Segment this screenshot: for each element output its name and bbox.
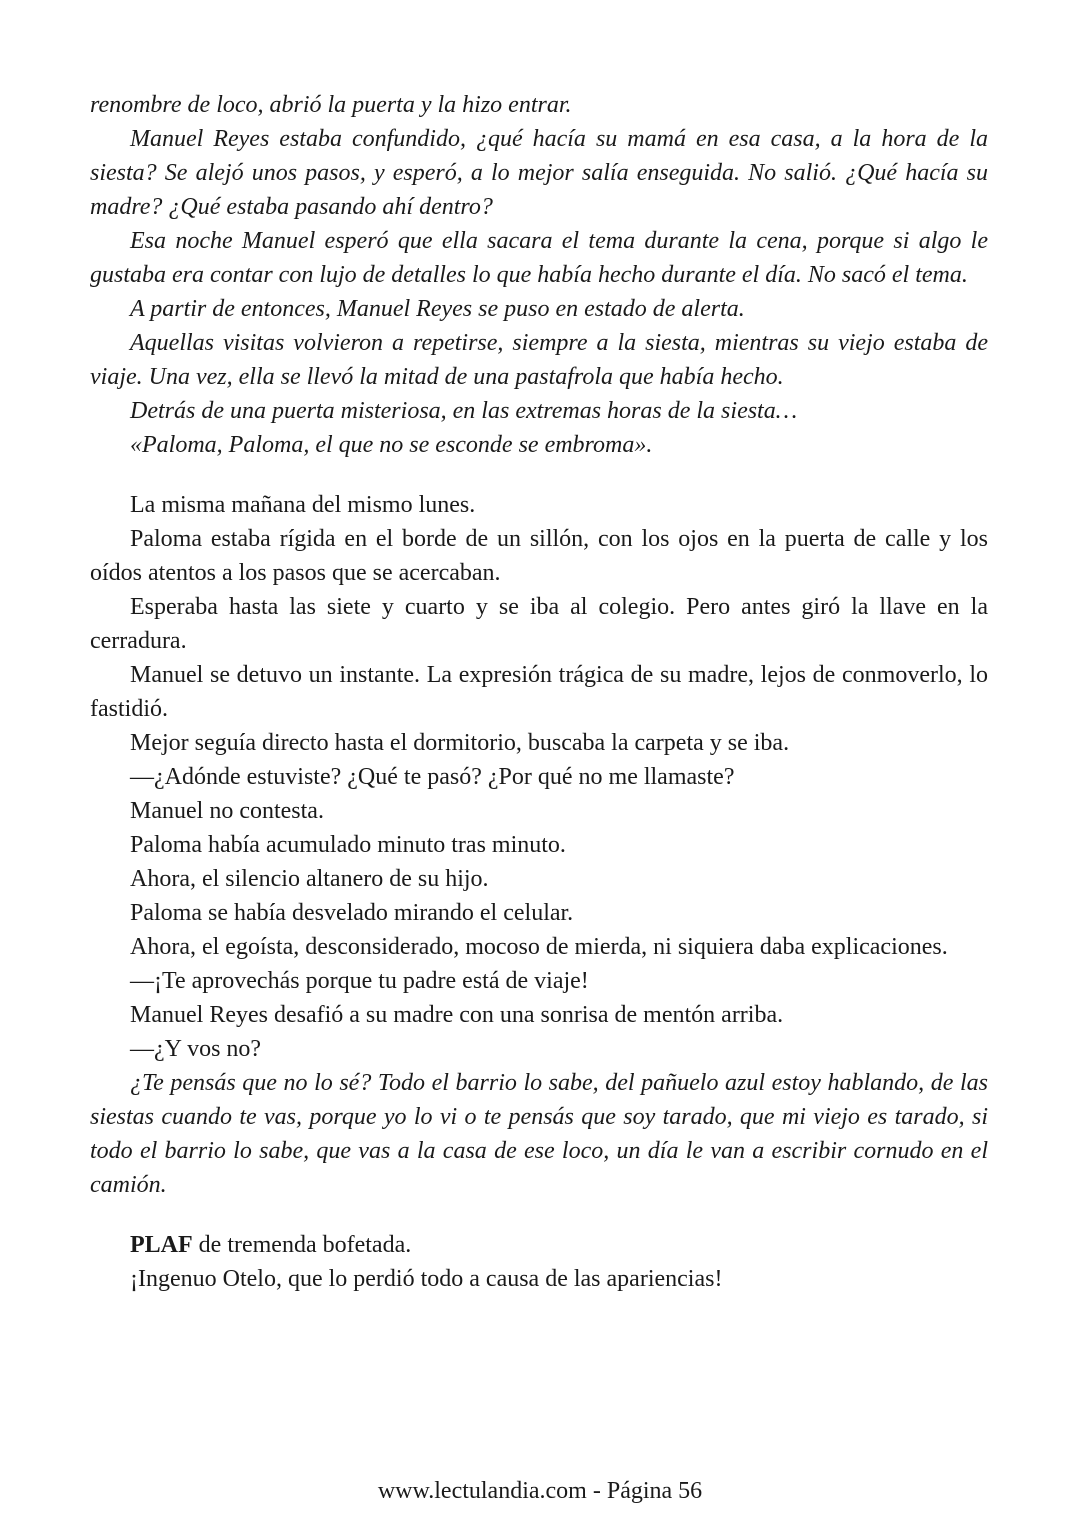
section-break (90, 1202, 988, 1228)
paragraph: A partir de entonces, Manuel Reyes se puso en estado de alerta. (130, 296, 745, 322)
paragraph: Paloma estaba rígida en el borde de un sillón, con los ojos en la puerta de calle y los oídos atentos a los pasos que se acercaban. (90, 526, 988, 586)
paragraph: Ahora, el egoísta, desconsiderado, mocoso de mierda, ni siquiera daba explicaciones. (130, 934, 948, 960)
paragraph: ¡Ingenuo Otelo, que lo perdió todo a causa de las apariencias! (130, 1266, 723, 1292)
page-body (90, 88, 988, 1296)
paragraph: Manuel no contesta. (130, 798, 324, 824)
plaf-paragraph (90, 1228, 988, 1262)
paragraph: Manuel se detuvo un instante. La expresión trágica de su madre, lejos de conmoverlo, lo fastidió. (90, 662, 988, 722)
dialogue-line: —¿Y vos no? (130, 1036, 262, 1062)
plaf-rest: de tremenda bofetada. (192, 1232, 412, 1258)
paragraph: Paloma se había desvelado mirando el celular. (130, 900, 574, 926)
paragraph: Detrás de una puerta misteriosa, en las extremas horas de la siesta… (130, 398, 798, 424)
paragraph: Manuel Reyes desafió a su madre con una sonrisa de mentón arriba. (130, 1002, 784, 1028)
paragraph: Esa noche Manuel esperó que ella sacara el tema durante la cena, porque si algo le gustaba era contar con lujo de detalles lo que había hecho durante el día. No sacó el tema. (90, 228, 988, 288)
section-break (90, 462, 988, 488)
inner-monologue: ¿Te pensás que no lo sé? Todo el barrio lo sabe, del pañuelo azul estoy hablando, de las siestas cuando te vas, porque yo lo vi o te pensás que soy tarado, que mi viejo es tarado, si todo el barrio lo sabe, que vas a la casa de ese loco, un día le van a escribir cornudo en el camión. (90, 1070, 988, 1198)
page-footer: www.lectulandia.com - Página 56 (377, 1478, 703, 1504)
paragraph: Mejor seguía directo hasta el dormitorio, buscaba la carpeta y se iba. (130, 730, 790, 756)
paragraph: renombre de loco, abrió la puerta y la hizo entrar. (90, 92, 572, 118)
paragraph: Paloma había acumulado minuto tras minuto. (130, 832, 566, 858)
paragraph: La misma mañana del mismo lunes. (130, 492, 476, 518)
paragraph: Esperaba hasta las siete y cuarto y se iba al colegio. Pero antes giró la llave en la cerradura. (90, 594, 988, 654)
paragraph: Ahora, el silencio altanero de su hijo. (130, 866, 489, 892)
plaf-word: PLAF (130, 1232, 193, 1258)
paragraph: Manuel Reyes estaba confundido, ¿qué hacía su mamá en esa casa, a la hora de la siesta? Se alejó unos pasos, y esperó, a lo mejor salía enseguida. No salió. ¿Qué hacía su madre? ¿Qué estaba pasando ahí dentro? (90, 126, 988, 220)
dialogue-line: —¡Te aprovechás porque tu padre está de viaje! (130, 968, 589, 994)
paragraph: «Paloma, Paloma, el que no se esconde se embroma». (130, 432, 653, 458)
paragraph: Aquellas visitas volvieron a repetirse, siempre a la siesta, mientras su viejo estaba de viaje. Una vez, ella se llevó la mitad de una pastafrola que había hecho. (90, 330, 988, 390)
dialogue-line: —¿Adónde estuviste? ¿Qué te pasó? ¿Por qué no me llamaste? (130, 764, 735, 790)
